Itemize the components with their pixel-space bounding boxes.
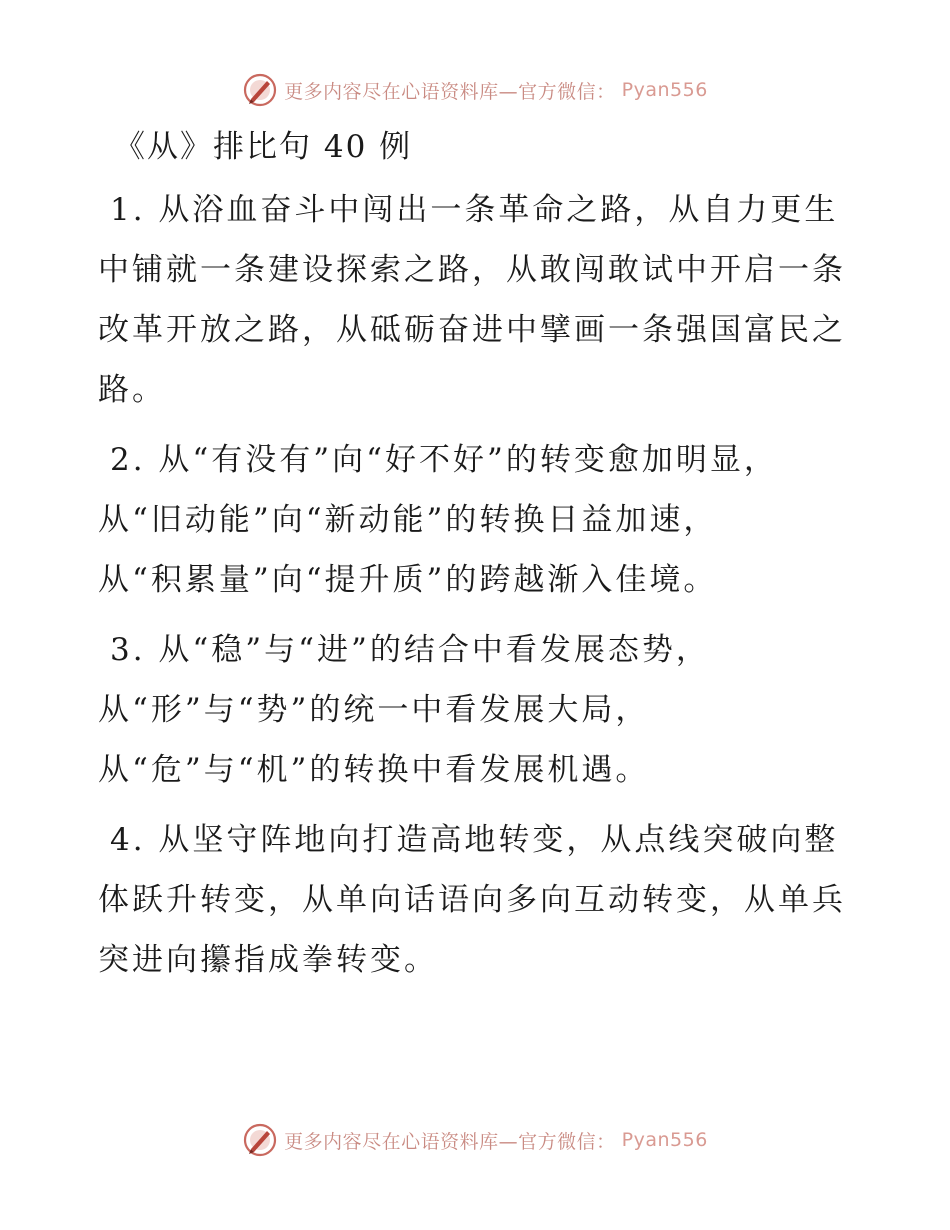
- pen-logo-icon: [242, 1122, 278, 1158]
- paragraph-line: 从“形”与“势”的统一中看发展大局，: [98, 692, 650, 728]
- document-body: [98, 118, 858, 1000]
- watermark-text: 更多内容尽在心语资料库—官方微信：: [284, 1130, 616, 1153]
- paragraph-4: [98, 810, 858, 990]
- watermark-wechat-id: Pyan556: [621, 79, 708, 101]
- paragraph-line: 从“旧动能”向“新动能”的转换日益加速，: [98, 502, 718, 538]
- header-watermark: [0, 70, 950, 110]
- paragraph-line: 中铺就一条建设探索之路，从敢闯敢试中开启一条: [98, 252, 846, 288]
- paragraph-2: [98, 430, 858, 610]
- paragraph-line: 4. 从坚守阵地向打造高地转变，从点线突破向整: [110, 822, 839, 858]
- paragraph-line: 路。: [98, 372, 166, 408]
- watermark-wechat-id: Pyan556: [621, 1129, 708, 1151]
- paragraph-1: [98, 180, 858, 420]
- paragraph-line: 1. 从浴血奋斗中闯出一条革命之路，从自力更生: [110, 192, 839, 228]
- paragraph-3: [98, 620, 858, 800]
- paragraph-line: 2. 从“有没有”向“好不好”的转变愈加明显，: [110, 442, 778, 478]
- document-title: 《从》排比句 40 例: [114, 129, 413, 165]
- paragraph-line: 突进向攥指成拳转变。: [98, 942, 438, 978]
- paragraph-line: 3. 从“稳”与“进”的结合中看发展态势，: [110, 632, 710, 668]
- paragraph-line: 从“危”与“机”的转换中看发展机遇。: [98, 752, 650, 788]
- paragraph-line: 从“积累量”向“提升质”的跨越渐入佳境。: [98, 562, 718, 598]
- paragraph-line: 体跃升转变，从单向话语向多向互动转变，从单兵: [98, 882, 846, 918]
- footer-watermark: [0, 1120, 950, 1160]
- pen-logo-icon: [242, 72, 278, 108]
- paragraph-line: 改革开放之路，从砥砺奋进中擘画一条强国富民之: [98, 312, 846, 348]
- watermark-text: 更多内容尽在心语资料库—官方微信：: [284, 80, 616, 103]
